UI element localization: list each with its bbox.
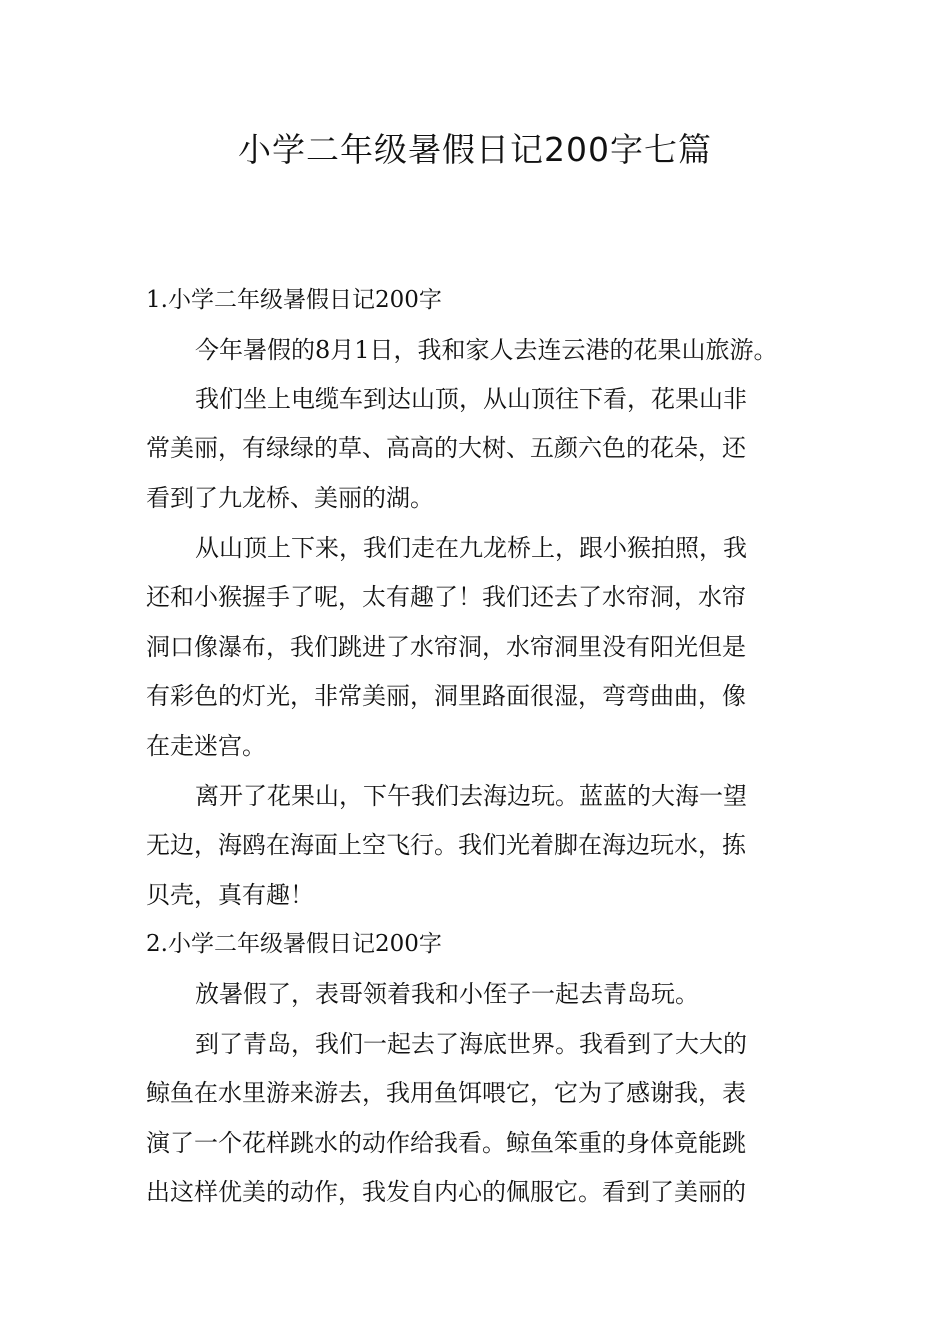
paragraph-line: 洞口像瀑布，我们跳进了水帘洞，水帘洞里没有阳光但是 — [146, 633, 746, 661]
paragraph-line: 今年暑假的8月1日，我和家人去连云港的花果山旅游。 — [195, 336, 778, 364]
document-title: 小学二年级暑假日记200字七篇 — [238, 130, 712, 169]
paragraph-line: 无边，海鸥在海面上空飞行。我们光着脚在海边玩水，拣 — [146, 831, 746, 859]
paragraph-line: 有彩色的灯光，非常美丽，洞里路面很湿，弯弯曲曲，像 — [146, 682, 746, 710]
paragraph-line: 看到了九龙桥、美丽的湖。 — [146, 484, 434, 512]
paragraph-line: 常美丽，有绿绿的草、高高的大树、五颜六色的花朵，还 — [146, 434, 746, 462]
paragraph-line: 演了一个花样跳水的动作给我看。鲸鱼笨重的身体竟能跳 — [146, 1129, 746, 1157]
paragraph-line: 鲸鱼在水里游来游去，我用鱼饵喂它，它为了感谢我，表 — [146, 1079, 746, 1107]
section-heading-2: 2.小学二年级暑假日记200字 — [146, 931, 442, 957]
paragraph-line: 离开了花果山，下午我们去海边玩。蓝蓝的大海一望 — [195, 782, 747, 810]
paragraph-line: 我们坐上电缆车到达山顶，从山顶往下看，花果山非 — [195, 385, 747, 413]
section-heading-1: 1.小学二年级暑假日记200字 — [146, 287, 442, 313]
paragraph-line: 贝壳，真有趣！ — [146, 881, 314, 909]
paragraph-line: 放暑假了，表哥领着我和小侄子一起去青岛玩。 — [195, 980, 699, 1008]
paragraph-line: 到了青岛，我们一起去了海底世界。我看到了大大的 — [195, 1030, 747, 1058]
paragraph-line: 出这样优美的动作，我发自内心的佩服它。看到了美丽的 — [146, 1178, 746, 1206]
paragraph-line: 还和小猴握手了呢，太有趣了！我们还去了水帘洞，水帘 — [146, 583, 746, 611]
paragraph-line: 在走迷宫。 — [146, 732, 266, 760]
paragraph-line: 从山顶上下来，我们走在九龙桥上，跟小猴拍照，我 — [195, 534, 747, 562]
